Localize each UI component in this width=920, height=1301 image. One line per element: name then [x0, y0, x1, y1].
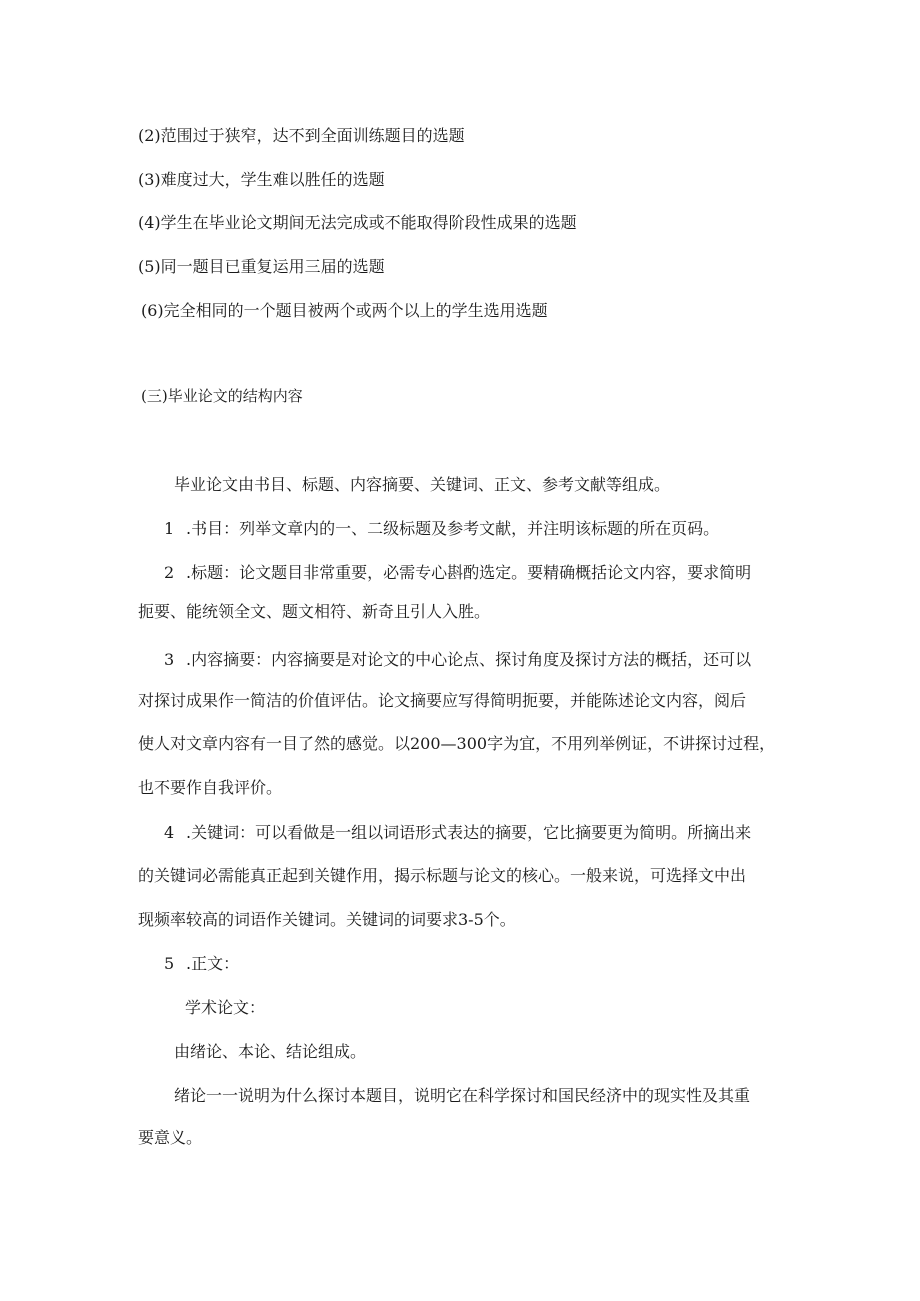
item-number: 2 [164, 563, 175, 582]
item-number: 3 [164, 650, 175, 669]
item-5-first-line [164, 953, 239, 975]
criterion-4: (4)学生在毕业论文期间无法完成或不能取得阶段性成果的选题 [138, 213, 577, 232]
item-text: .书目：列举文章内的一、二级标题及参考文献，并注明该标题的所在页码。 [186, 519, 720, 538]
criterion-5: (5)同一题目已重复运用三届的选题 [138, 257, 385, 276]
body-subheading: 学术论文： [185, 998, 266, 1017]
item-3-line-3: 使人对文章内容有一目了然的感觉。以200—300字为宜，不用列举例证，不讲探讨过程， [138, 734, 776, 753]
intro-section-line-2: 要意义。 [138, 1128, 203, 1147]
item-number: 5 [164, 954, 175, 973]
criterion-3: (3)难度过大，学生难以胜任的选题 [138, 170, 385, 189]
criterion-2: (2)范围过于狭窄，达不到全面训练题目的选题 [138, 126, 465, 145]
item-4-line-3: 现频率较高的词语作关键词。关键词的词要求3-5个。 [138, 910, 516, 929]
item-1-first-line [164, 518, 719, 540]
body-composition: 由绪论、本论、结论组成。 [174, 1042, 367, 1061]
item-number: 1 [164, 519, 175, 538]
section-heading: (三)毕业论文的结构内容 [141, 387, 303, 405]
item-text: .标题：论文题目非常重要，必需专心斟酌选定。要精确概括论文内容，要求简明 [186, 563, 752, 582]
item-3-first-line [164, 649, 751, 671]
intro-paragraph: 毕业论文由书目、标题、内容摘要、关键词、正文、参考文献等组成。 [174, 475, 671, 494]
item-2-first-line [164, 562, 751, 584]
item-2-line-2: 扼要、能统领全文、题文相符、新奇且引人入胜。 [138, 602, 491, 621]
criterion-6: (6)完全相同的一个题目被两个或两个以上的学生选用选题 [141, 301, 548, 320]
item-text: .正文： [186, 954, 240, 973]
item-4-first-line [164, 822, 751, 844]
item-text: .内容摘要：内容摘要是对论文的中心论点、探讨角度及探讨方法的概括，还可以 [186, 650, 752, 669]
item-4-line-2: 的关键词必需能真正起到关键作用，揭示标题与论文的核心。一般来说，可选择文中出 [138, 866, 747, 885]
item-text: .关键词：可以看做是一组以词语形式表达的摘要，它比摘要更为简明。所摘出来 [186, 823, 752, 842]
item-number: 4 [164, 823, 175, 842]
item-3-line-2: 对探讨成果作一简洁的价值评估。论文摘要应写得简明扼要，并能陈述论文内容，阅后 [138, 691, 747, 710]
intro-section-line-1: 绪论一一说明为什么探讨本题目，说明它在科学探讨和国民经济中的现实性及其重 [174, 1086, 751, 1105]
item-3-line-4: 也不要作自我评价。 [138, 778, 283, 797]
